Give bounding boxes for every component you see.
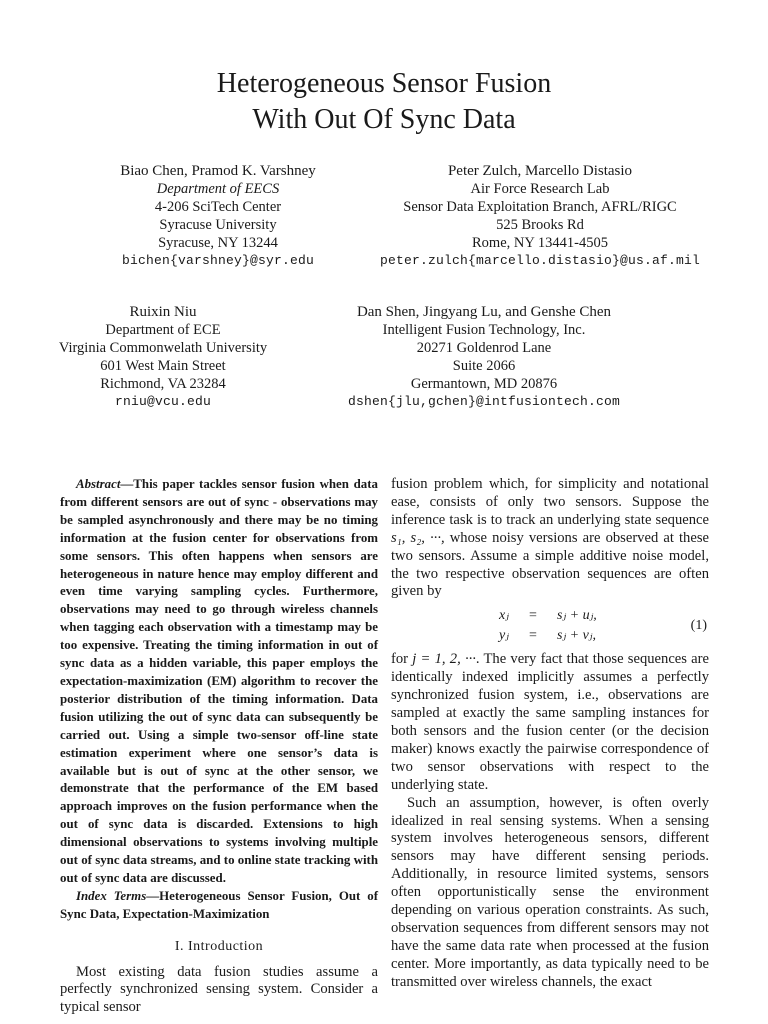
state-sequence-math: s₁, s₂, ···,	[391, 529, 445, 546]
body-text: fusion problem which, for simplicity and notational ease, consists of only two sensors. Suppose the inference task is to track an underlying state sequence	[391, 476, 709, 528]
equation-rhs: sⱼ + vⱼ,	[557, 628, 597, 644]
body-text: whose noisy versions are observed at these two sensors. Assume a simple additive noise model, the two respective observation sequences are often given by	[391, 529, 709, 600]
equation-relation: =	[529, 628, 537, 644]
equation-lhs: yⱼ	[499, 628, 509, 644]
abstract-label: Abstract	[76, 477, 121, 491]
index-terms-label: Index Terms	[76, 888, 147, 903]
paper-title	[0, 66, 768, 138]
author-names: Dan Shen, Jingyang Lu, and Genshe Chen	[356, 304, 612, 320]
author-email: bichen{varshney}@syr.edu	[121, 253, 315, 268]
section-heading-introduction: I. Introduction	[174, 938, 264, 954]
equation-lhs: xⱼ	[499, 608, 509, 624]
title-line-2: With Out Of Sync Data	[252, 104, 516, 135]
author-address-line: Syracuse, NY 13244	[158, 235, 278, 251]
body-paragraph: Such an assumption, however, is often overly idealized in real sensing systems. When a sensing system involves heterogeneous sensors, different sensors may have different sensing periods. Additionally, in resource limited systems, sensors often opportunistically sense the environment depending on various operation constraints. As such, observation sequences from different sensors may not have the same data rate when processed at the fusion center. More importantly, as data typically need to be transmitted over wireless channels, the exact	[391, 794, 709, 990]
body-paragraph	[391, 476, 709, 601]
author-address-line: Virginia Commonwelath University	[58, 340, 268, 356]
author-address-line: Department of ECE	[105, 322, 221, 338]
author-email: dshen{jlu,gchen}@intfusiontech.com	[347, 394, 621, 409]
author-email: rniu@vcu.edu	[114, 394, 211, 409]
author-block-vcu	[0, 303, 326, 411]
abstract-text: —This paper tackles sensor fusion when data from different sensors are out of sync - observations may be sampled asynchronously and there may be no timing information at the fusion center for observations from some sensors. This often happens when sensors are heterogeneous in nature hence may employ different and even time varying sampling cycles. Furthermore, observations may need to go through wireless channels when tagging each observation with a timestamp may be too expensive. Treating the timing information in out of sync data as a hidden variable, this paper employs the expectation-maximization (EM) algorithm to recover the posterior distribution of the timing information. Data fusion utilizing the out of sync data can subsequently be carried out. Using a simple two-sensor off-line state estimation experiment where one sensor’s data is available but is out of sync at the other sensor, we demonstrate that the performance of the EM based approach improves on the fusion performance when the out of sync data is discarded. Extensions to high dimensional observations to systems involving multiple out of sync data streams, and to online state tracking with out of sync data are discussed.	[60, 477, 378, 885]
author-block-afrl	[360, 162, 720, 270]
body-text: for	[391, 651, 413, 668]
author-address-line: Sensor Data Exploitation Branch, AFRL/RIGC	[403, 199, 677, 215]
body-paragraph	[391, 651, 709, 794]
author-address-line: Suite 2066	[452, 358, 516, 374]
author-address-line: 20271 Goldenrod Lane	[416, 340, 552, 356]
intro-paragraph: Most existing data fusion studies assume a perfectly synchronized sensing system. Consider a typical sensor	[60, 963, 378, 1016]
equation-rhs: sⱼ + uⱼ,	[557, 608, 597, 624]
index-range-math: j = 1, 2, ···	[412, 651, 476, 668]
author-names: Biao Chen, Pramod K. Varshney	[120, 163, 316, 179]
author-dept: Department of EECS	[156, 181, 280, 197]
equation-number: (1)	[690, 618, 707, 634]
author-address-line: 525 Brooks Rd	[496, 217, 584, 233]
author-email: peter.zulch{marcello.distasio}@us.af.mil	[379, 253, 701, 268]
author-address-line: 4-206 SciTech Center	[154, 199, 282, 215]
index-terms	[60, 888, 378, 924]
title-line-1: Heterogeneous Sensor Fusion	[216, 68, 552, 99]
author-address-line: 601 West Main Street	[100, 358, 226, 374]
body-text: . The very fact that those sequences are identically indexed implicitly assumes a perfectly synchronized fusion system, i.e., observations are sampled at exactly the same sampling instances for both sensors and the fusion center (or the decision maker) knows exactly the pairwise correspondence of two sensor observations with respect to the underlying state.	[391, 651, 709, 793]
equation-relation: =	[529, 608, 537, 624]
author-address-line: Syracuse University	[159, 217, 277, 233]
author-address-line: Richmond, VA 23284	[100, 376, 226, 392]
index-terms-text: —Heterogeneous Sensor Fusion, Out of Sync Data, Expectation-Maximization	[60, 888, 378, 921]
author-names: Ruixin Niu	[129, 304, 197, 320]
author-block-ift	[303, 303, 665, 411]
abstract	[60, 476, 378, 888]
author-block-syracuse	[38, 162, 398, 270]
right-column	[391, 476, 709, 992]
author-address-line: Germantown, MD 20876	[410, 376, 558, 392]
equation-1	[391, 607, 709, 647]
author-address-line: Intelligent Fusion Technology, Inc.	[382, 322, 586, 338]
author-address-line: Air Force Research Lab	[470, 181, 610, 197]
author-address-line: Rome, NY 13441-4505	[472, 235, 608, 251]
author-names: Peter Zulch, Marcello Distasio	[447, 163, 633, 179]
left-column	[60, 476, 378, 1017]
